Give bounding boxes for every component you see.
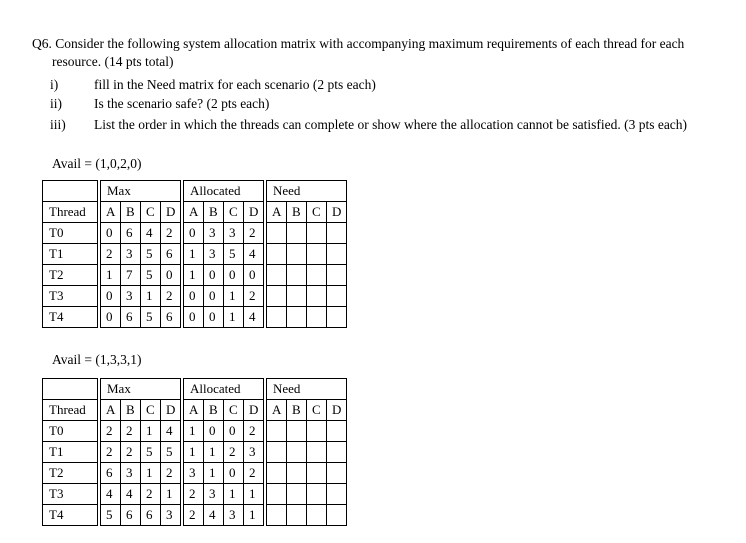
- resource-header: B: [287, 202, 307, 223]
- max-value: 6: [161, 244, 181, 265]
- max-header: Max: [101, 379, 181, 400]
- resource-header: C: [141, 400, 161, 421]
- resource-header: A: [184, 400, 204, 421]
- resource-header: B: [121, 202, 141, 223]
- max-value: 4: [121, 484, 141, 505]
- max-value: 2: [161, 463, 181, 484]
- allocated-value: 2: [184, 484, 204, 505]
- allocated-value: 0: [244, 265, 264, 286]
- max-value: 3: [121, 244, 141, 265]
- max-value: 5: [161, 442, 181, 463]
- resource-header: D: [327, 202, 347, 223]
- thread-name: T3: [43, 484, 98, 505]
- avail-label-2: Avail = (1,3,3,1): [52, 352, 142, 367]
- max-value: 1: [161, 484, 181, 505]
- need-input-cell[interactable]: [287, 463, 307, 484]
- max-value: 2: [101, 442, 121, 463]
- thread-row: [43, 223, 347, 244]
- allocated-header: Allocated: [184, 379, 264, 400]
- thread-name: T4: [43, 307, 98, 328]
- allocated-value: 1: [184, 244, 204, 265]
- thread-row: [43, 307, 347, 328]
- allocated-value: 0: [224, 463, 244, 484]
- question-line-2: resource. (14 pts total): [52, 54, 174, 69]
- max-value: 6: [121, 223, 141, 244]
- resource-header: B: [204, 202, 224, 223]
- allocated-value: 0: [184, 307, 204, 328]
- resource-header: C: [307, 202, 327, 223]
- allocated-value: 3: [204, 484, 224, 505]
- max-value: 3: [121, 286, 141, 307]
- need-input-cell[interactable]: [327, 505, 347, 526]
- max-value: 5: [101, 505, 121, 526]
- max-value: 3: [161, 505, 181, 526]
- resource-header: C: [307, 400, 327, 421]
- max-value: 4: [141, 223, 161, 244]
- allocated-value: 3: [204, 244, 224, 265]
- need-input-cell[interactable]: [287, 265, 307, 286]
- max-value: 0: [101, 307, 121, 328]
- need-input-cell[interactable]: [267, 505, 287, 526]
- need-input-cell[interactable]: [307, 421, 327, 442]
- allocated-value: 1: [184, 421, 204, 442]
- need-input-cell[interactable]: [327, 307, 347, 328]
- corner-cell: [43, 379, 98, 400]
- item-text: fill in the Need matrix for each scenario (2 pts each): [94, 77, 376, 92]
- need-input-cell[interactable]: [307, 442, 327, 463]
- avail-label-1: Avail = (1,0,2,0): [52, 156, 142, 171]
- allocation-table-2: [42, 378, 347, 526]
- thread-row: [43, 442, 347, 463]
- allocated-value: 3: [224, 223, 244, 244]
- item-number: ii): [50, 96, 62, 111]
- max-value: 6: [121, 307, 141, 328]
- max-value: 5: [141, 244, 161, 265]
- resource-header: D: [244, 202, 264, 223]
- max-value: 1: [101, 265, 121, 286]
- need-input-cell[interactable]: [327, 484, 347, 505]
- max-value: 1: [141, 463, 161, 484]
- resource-header: A: [267, 202, 287, 223]
- resource-header: A: [267, 400, 287, 421]
- thread-row: [43, 505, 347, 526]
- thread-name: T2: [43, 265, 98, 286]
- need-input-cell[interactable]: [327, 286, 347, 307]
- max-value: 1: [141, 286, 161, 307]
- max-value: 6: [121, 505, 141, 526]
- allocated-value: 2: [184, 505, 204, 526]
- need-input-cell[interactable]: [267, 286, 287, 307]
- resource-header: B: [287, 400, 307, 421]
- column-header-row: [43, 400, 347, 421]
- need-input-cell[interactable]: [287, 307, 307, 328]
- max-value: 5: [141, 307, 161, 328]
- thread-row: [43, 484, 347, 505]
- max-value: 2: [101, 244, 121, 265]
- resource-header: D: [327, 400, 347, 421]
- need-input-cell[interactable]: [287, 286, 307, 307]
- need-input-cell[interactable]: [307, 484, 327, 505]
- need-input-cell[interactable]: [327, 463, 347, 484]
- need-input-cell[interactable]: [307, 265, 327, 286]
- allocated-value: 1: [204, 442, 224, 463]
- need-input-cell[interactable]: [267, 421, 287, 442]
- max-value: 2: [141, 484, 161, 505]
- allocated-value: 4: [244, 244, 264, 265]
- max-value: 4: [101, 484, 121, 505]
- resource-header: A: [184, 202, 204, 223]
- thread-name: T2: [43, 463, 98, 484]
- need-input-cell[interactable]: [307, 463, 327, 484]
- allocated-value: 3: [244, 442, 264, 463]
- max-value: 6: [141, 505, 161, 526]
- item-number: i): [50, 77, 59, 92]
- allocated-value: 0: [204, 265, 224, 286]
- allocated-value: 3: [204, 223, 224, 244]
- need-header: Need: [267, 379, 347, 400]
- need-input-cell[interactable]: [287, 505, 307, 526]
- allocated-value: 0: [204, 307, 224, 328]
- need-input-cell[interactable]: [267, 442, 287, 463]
- thread-name: T1: [43, 442, 98, 463]
- need-input-cell[interactable]: [287, 223, 307, 244]
- resource-header: C: [224, 400, 244, 421]
- question-text: [32, 35, 732, 71]
- item-text: Is the scenario safe? (2 pts each): [94, 96, 270, 111]
- need-input-cell[interactable]: [327, 265, 347, 286]
- need-input-cell[interactable]: [327, 223, 347, 244]
- allocated-value: 1: [224, 286, 244, 307]
- allocated-value: 1: [184, 265, 204, 286]
- thread-row: [43, 265, 347, 286]
- need-input-cell[interactable]: [267, 223, 287, 244]
- item-text: List the order in which the threads can complete or show where the allocation cannot be satisfied. (3 pts each): [94, 117, 688, 132]
- allocated-value: 1: [184, 442, 204, 463]
- item-number: iii): [50, 117, 66, 132]
- need-input-cell[interactable]: [307, 286, 327, 307]
- thread-row: [43, 286, 347, 307]
- need-input-cell[interactable]: [267, 244, 287, 265]
- max-value: 3: [121, 463, 141, 484]
- max-value: 4: [161, 421, 181, 442]
- allocation-table-1: [42, 180, 347, 328]
- allocated-value: 0: [224, 265, 244, 286]
- max-value: 2: [161, 286, 181, 307]
- allocated-value: 0: [204, 286, 224, 307]
- allocated-value: 0: [224, 421, 244, 442]
- resource-header: C: [141, 202, 161, 223]
- max-value: 1: [141, 421, 161, 442]
- allocated-value: 0: [184, 286, 204, 307]
- allocated-value: 1: [204, 463, 224, 484]
- need-input-cell[interactable]: [287, 421, 307, 442]
- need-input-cell[interactable]: [307, 223, 327, 244]
- max-value: 2: [101, 421, 121, 442]
- max-value: 0: [161, 265, 181, 286]
- max-header: Max: [101, 181, 181, 202]
- thread-row: [43, 463, 347, 484]
- need-input-cell[interactable]: [287, 244, 307, 265]
- allocated-value: 2: [244, 286, 264, 307]
- need-input-cell[interactable]: [267, 265, 287, 286]
- max-value: 5: [141, 442, 161, 463]
- max-value: 7: [121, 265, 141, 286]
- allocated-value: 1: [224, 307, 244, 328]
- thread-name: T0: [43, 421, 98, 442]
- resource-header: D: [244, 400, 264, 421]
- need-input-cell[interactable]: [327, 442, 347, 463]
- max-value: 2: [121, 421, 141, 442]
- thread-row: [43, 421, 347, 442]
- allocated-value: 3: [184, 463, 204, 484]
- group-title-row: [43, 181, 347, 202]
- thread-name: T3: [43, 286, 98, 307]
- column-header-row: [43, 202, 347, 223]
- thread-row: [43, 244, 347, 265]
- thread-name: T0: [43, 223, 98, 244]
- max-value: 2: [121, 442, 141, 463]
- allocated-value: 0: [204, 421, 224, 442]
- resource-header: C: [224, 202, 244, 223]
- corner-cell: [43, 181, 98, 202]
- need-input-cell[interactable]: [327, 244, 347, 265]
- need-input-cell[interactable]: [287, 442, 307, 463]
- allocated-value: 1: [224, 484, 244, 505]
- resource-header: A: [101, 400, 121, 421]
- thread-header: Thread: [43, 202, 98, 223]
- need-input-cell[interactable]: [267, 307, 287, 328]
- allocated-value: 2: [244, 223, 264, 244]
- max-value: 0: [101, 286, 121, 307]
- resource-header: B: [204, 400, 224, 421]
- need-input-cell[interactable]: [307, 505, 327, 526]
- thread-name: T4: [43, 505, 98, 526]
- need-input-cell[interactable]: [307, 244, 327, 265]
- allocated-header: Allocated: [184, 181, 264, 202]
- need-input-cell[interactable]: [327, 421, 347, 442]
- need-input-cell[interactable]: [307, 307, 327, 328]
- max-value: 6: [161, 307, 181, 328]
- resource-header: A: [101, 202, 121, 223]
- need-header: Need: [267, 181, 347, 202]
- allocated-value: 2: [244, 421, 264, 442]
- thread-name: T1: [43, 244, 98, 265]
- allocated-value: 3: [224, 505, 244, 526]
- need-input-cell[interactable]: [267, 484, 287, 505]
- max-value: 6: [101, 463, 121, 484]
- resource-header: D: [161, 400, 181, 421]
- allocated-value: 1: [244, 484, 264, 505]
- max-value: 0: [101, 223, 121, 244]
- resource-header: B: [121, 400, 141, 421]
- allocated-value: 5: [224, 244, 244, 265]
- allocated-value: 1: [244, 505, 264, 526]
- question-line-1: Q6. Consider the following system allocation matrix with accompanying maximum requirements of each thread for each: [32, 36, 685, 51]
- group-title-row: [43, 379, 347, 400]
- need-input-cell[interactable]: [287, 484, 307, 505]
- need-input-cell[interactable]: [267, 463, 287, 484]
- resource-header: D: [161, 202, 181, 223]
- thread-header: Thread: [43, 400, 98, 421]
- max-value: 2: [161, 223, 181, 244]
- max-value: 5: [141, 265, 161, 286]
- allocated-value: 2: [224, 442, 244, 463]
- allocated-value: 2: [244, 463, 264, 484]
- allocated-value: 0: [184, 223, 204, 244]
- allocated-value: 4: [204, 505, 224, 526]
- allocated-value: 4: [244, 307, 264, 328]
